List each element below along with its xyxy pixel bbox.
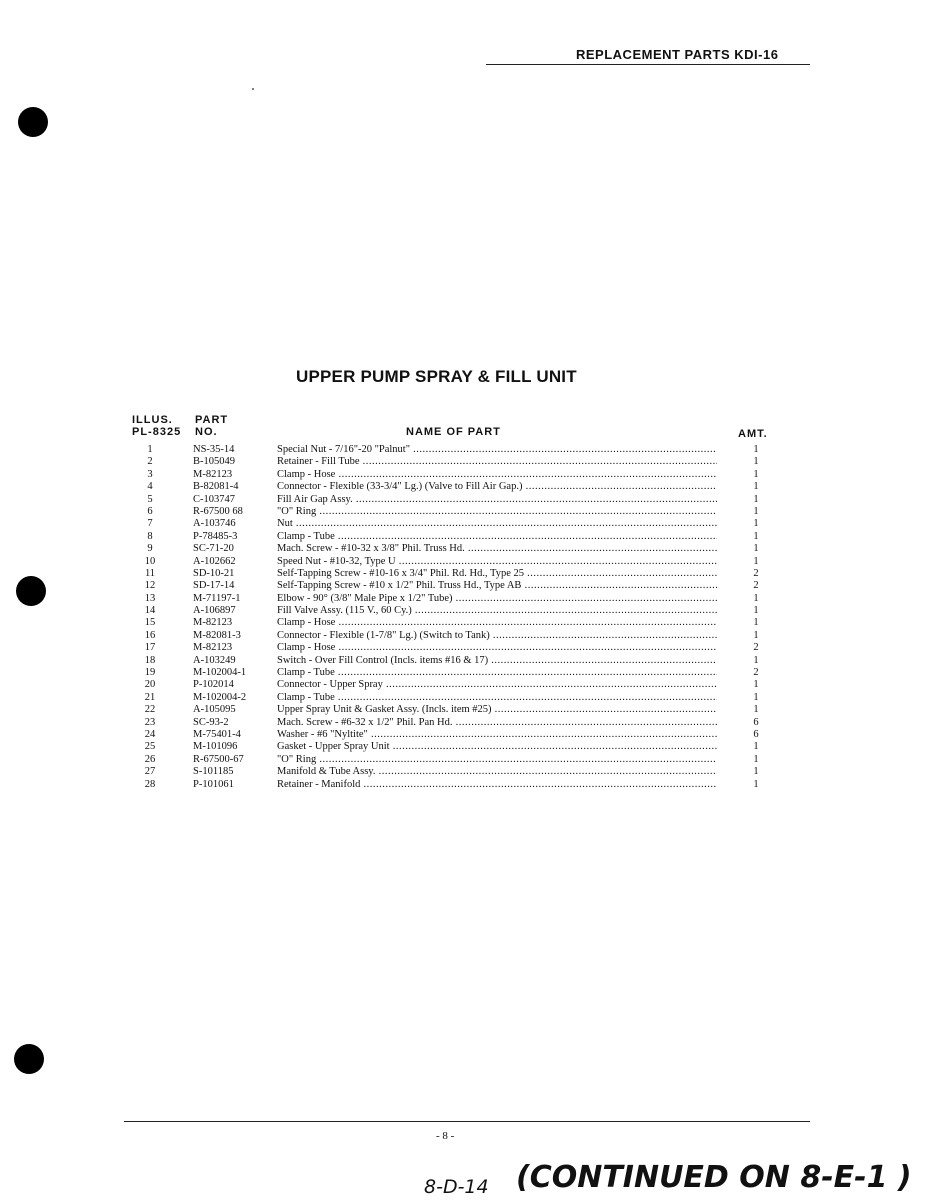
part-amount: 6: [753, 716, 759, 728]
part-number: M-102004-1: [193, 667, 247, 679]
part-number: M-82123: [193, 468, 233, 480]
part-number: B-105049: [193, 456, 235, 468]
header-rule: [486, 64, 810, 65]
part-number: M-71197-1: [193, 592, 241, 604]
part-amount: 1: [753, 753, 759, 765]
part-name: Speed Nut - #10-32, Type U .....: [277, 556, 717, 568]
part-column-header: [195, 414, 228, 438]
illus-number: 7: [147, 518, 153, 530]
part-name: Elbow - 90° (3/8" Male Pipe x 1/2" Tube) .....: [277, 593, 717, 605]
part-number: P-101061: [193, 778, 234, 790]
part-name: Fill Air Gap Assy. .....: [277, 494, 717, 506]
illus-number: 12: [144, 580, 156, 592]
part-amount: 1: [753, 617, 759, 629]
parts-row: [0, 729, 942, 741]
part-name: Mach. Screw - #6-32 x 1/2" Phil. Pan Hd. .....: [277, 717, 717, 729]
parts-row: [0, 593, 942, 605]
parts-row: [0, 531, 942, 543]
part-amount: 2: [753, 567, 759, 579]
part-number: A-106897: [193, 605, 236, 617]
part-number: SC-71-20: [193, 543, 234, 555]
illus-number: 28: [144, 778, 156, 790]
part-number: A-102662: [193, 555, 236, 567]
part-name: Switch - Over Fill Control (Incls. items #16 & 17) .....: [277, 655, 717, 667]
continued-note: (CONTINUED ON 8-E-1 ): [516, 1160, 912, 1195]
parts-row: [0, 617, 942, 629]
parts-row: [0, 568, 942, 580]
illus-number: 21: [144, 691, 156, 703]
part-name: Nut .....: [277, 518, 717, 530]
illus-number: 19: [144, 667, 156, 679]
part-number: SD-10-21: [193, 567, 235, 579]
punch-hole-bottom: [14, 1044, 44, 1074]
part-amount: 2: [753, 642, 759, 654]
amt-column-header: AMT.: [738, 428, 768, 440]
part-header-line1: PART: [195, 414, 229, 426]
part-amount: 1: [753, 654, 759, 666]
parts-list: [0, 444, 942, 791]
illus-number: 5: [147, 493, 153, 505]
part-name: Clamp - Hose .....: [277, 617, 717, 629]
illus-number: 2: [147, 456, 153, 468]
illus-number: 3: [147, 468, 153, 480]
handwritten-date: 8-D-14: [424, 1176, 489, 1198]
parts-row: [0, 741, 942, 753]
parts-row: [0, 580, 942, 592]
part-number: B-82081-4: [193, 481, 239, 493]
part-number: M-101096: [193, 741, 238, 753]
part-number: P-102014: [193, 679, 234, 691]
part-amount: 1: [753, 518, 759, 530]
parts-row: [0, 494, 942, 506]
part-number: S-101185: [193, 766, 234, 778]
illus-number: 24: [144, 728, 156, 740]
part-amount: 1: [753, 456, 759, 468]
parts-row: [0, 605, 942, 617]
part-amount: 1: [753, 741, 759, 753]
part-name: Washer - #6 "Nyltite" .....: [277, 729, 717, 741]
part-number: SD-17-14: [193, 580, 235, 592]
illus-number: 11: [144, 567, 156, 579]
part-name: Retainer - Fill Tube .....: [277, 456, 717, 468]
parts-row: [0, 704, 942, 716]
part-name: Special Nut - 7/16"-20 "Palnut" .....: [277, 444, 717, 456]
illus-number: 13: [144, 592, 156, 604]
part-name: Gasket - Upper Spray Unit .....: [277, 741, 717, 753]
part-name: Clamp - Hose .....: [277, 469, 717, 481]
parts-row: [0, 766, 942, 778]
part-amount: 6: [753, 728, 759, 740]
parts-row: [0, 444, 942, 456]
part-name: Mach. Screw - #10-32 x 3/8" Phil. Truss Hd. .....: [277, 543, 717, 555]
part-name: Fill Valve Assy. (115 V., 60 Cy.) .....: [277, 605, 717, 617]
parts-row: [0, 779, 942, 791]
parts-row: [0, 692, 942, 704]
part-name: Upper Spray Unit & Gasket Assy. (Incls. item #25) .....: [277, 704, 717, 716]
part-number: M-102004-2: [193, 691, 247, 703]
illus-header-line1: ILLUS.: [132, 414, 173, 426]
illus-number: 27: [144, 766, 156, 778]
part-name: "O" Ring .....: [277, 754, 717, 766]
part-number: R-67500 68: [193, 505, 243, 517]
part-amount: 2: [753, 580, 759, 592]
part-header-line2: NO.: [195, 426, 218, 438]
part-amount: 2: [753, 667, 759, 679]
part-amount: 1: [753, 592, 759, 604]
part-amount: 1: [753, 505, 759, 517]
name-column-header: NAME OF PART: [406, 426, 501, 438]
part-number: M-75401-4: [193, 728, 241, 740]
part-amount: 1: [753, 766, 759, 778]
illus-number: 22: [144, 704, 156, 716]
part-amount: 1: [753, 543, 759, 555]
illus-number: 17: [144, 642, 156, 654]
parts-row: [0, 543, 942, 555]
part-name: Self-Tapping Screw - #10-16 x 3/4" Phil. Rd. Hd., Type 25 .....: [277, 568, 717, 580]
part-name: Connector - Upper Spray .....: [277, 679, 717, 691]
section-title: UPPER PUMP SPRAY & FILL UNIT: [296, 367, 577, 386]
illus-number: 14: [144, 605, 156, 617]
part-amount: 1: [753, 704, 759, 716]
part-number: A-103249: [193, 654, 236, 666]
illus-number: 9: [147, 543, 153, 555]
parts-row: [0, 630, 942, 642]
part-amount: 1: [753, 530, 759, 542]
part-name: "O" Ring .....: [277, 506, 717, 518]
parts-row: [0, 456, 942, 468]
illus-header-line2: PL-8325: [132, 426, 182, 438]
page-header-title: REPLACEMENT PARTS KDI-16: [576, 47, 779, 62]
part-name: Connector - Flexible (33-3/4" Lg.) (Valve to Fill Air Gap.) .....: [277, 481, 717, 493]
illus-number: 8: [147, 530, 153, 542]
part-number: A-105095: [193, 704, 236, 716]
part-number: A-103746: [193, 518, 236, 530]
part-amount: 1: [753, 481, 759, 493]
part-amount: 1: [753, 691, 759, 703]
parts-row: [0, 667, 942, 679]
part-number: M-82123: [193, 642, 233, 654]
part-number: C-103747: [193, 493, 235, 505]
part-amount: 1: [753, 679, 759, 691]
illus-number: 4: [147, 481, 153, 493]
illus-number: 25: [144, 741, 156, 753]
illus-number: 20: [144, 679, 156, 691]
illus-number: 10: [144, 555, 156, 567]
illus-number: 26: [144, 753, 156, 765]
illus-number: 15: [144, 617, 156, 629]
part-name: Connector - Flexible (1-7/8" Lg.) (Switch to Tank) .....: [277, 630, 717, 642]
part-amount: 1: [753, 444, 759, 455]
part-amount: 1: [753, 555, 759, 567]
parts-row: [0, 655, 942, 667]
parts-row: [0, 556, 942, 568]
illus-number: 18: [144, 654, 156, 666]
part-number: P-78485-3: [193, 530, 238, 542]
part-name: Retainer - Manifold .....: [277, 779, 717, 791]
part-name: Clamp - Hose .....: [277, 642, 717, 654]
part-name: Manifold & Tube Assy. .....: [277, 766, 717, 778]
parts-row: [0, 518, 942, 530]
part-amount: 1: [753, 778, 759, 790]
part-name: Clamp - Tube .....: [277, 692, 717, 704]
illus-column-header: [132, 414, 181, 438]
part-number: M-82081-3: [193, 629, 241, 641]
illus-number: 23: [144, 716, 156, 728]
parts-row: [0, 506, 942, 518]
illus-number: 16: [144, 629, 156, 641]
punch-hole-top: [18, 107, 48, 137]
part-number: M-82123: [193, 617, 233, 629]
illus-number: 6: [147, 505, 153, 517]
illus-number: 1: [147, 444, 153, 455]
part-amount: 1: [753, 629, 759, 641]
part-amount: 1: [753, 605, 759, 617]
page-number: - 8 -: [436, 1130, 455, 1142]
part-amount: 1: [753, 493, 759, 505]
parts-row: [0, 481, 942, 493]
part-name: Self-Tapping Screw - #10 x 1/2" Phil. Truss Hd., Type AB .....: [277, 580, 717, 592]
part-name: Clamp - Tube .....: [277, 667, 717, 679]
parts-row: [0, 754, 942, 766]
scan-speck: [252, 88, 254, 90]
parts-row: [0, 469, 942, 481]
parts-row: [0, 717, 942, 729]
part-number: R-67500-67: [193, 753, 244, 765]
parts-row: [0, 642, 942, 654]
part-number: SC-93-2: [193, 716, 229, 728]
parts-row: [0, 679, 942, 691]
part-name: Clamp - Tube .....: [277, 531, 717, 543]
part-number: NS-35-14: [193, 444, 235, 455]
part-amount: 1: [753, 468, 759, 480]
footer-rule: [124, 1121, 810, 1122]
